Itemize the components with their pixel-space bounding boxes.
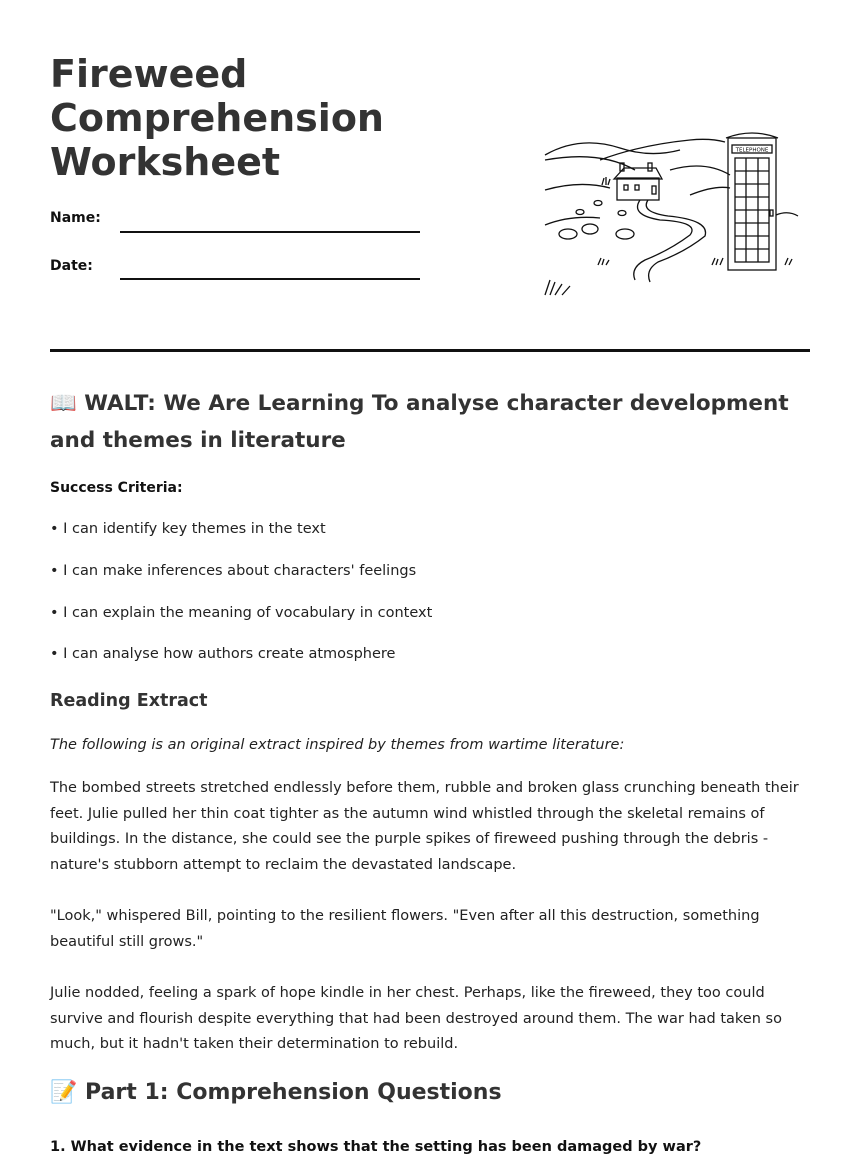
reading-extract-heading: Reading Extract bbox=[50, 691, 208, 711]
walt-heading: 📖 WALT: We Are Learning To analyse character development and themes in literature bbox=[50, 391, 789, 453]
success-criteria-item: • I can make inferences about characters' feelings bbox=[50, 563, 417, 579]
reading-paragraph: The bombed streets stretched endlessly before them, rubble and broken glass crunching beneath their feet. Julie pulled her thin coat tighter as the autumn wind whistled through the skeletal remains of buildings. In the distance, she could see the purple spikes of fireweed pushing through the debris - nature's stubborn attempt to reclaim the devastated landscape. bbox=[50, 780, 799, 874]
name-input-line[interactable] bbox=[120, 231, 420, 233]
worksheet-title: Fireweed Comprehension Worksheet bbox=[50, 52, 384, 184]
countryside-telephone-box-illustration bbox=[540, 130, 800, 310]
reading-extract-intro: The following is an original extract inspired by themes from wartime literature: bbox=[50, 737, 625, 753]
date-input-line[interactable] bbox=[120, 278, 420, 280]
reading-paragraph: Julie nodded, feeling a spark of hope kindle in her chest. Perhaps, like the fireweed, they too could survive and flourish despite everything that had been destroyed around them. The war had taken so much, but it hadn't taken their determination to rebuild. bbox=[50, 985, 782, 1053]
question-1: 1. What evidence in the text shows that the setting has been damaged by war? bbox=[50, 1139, 702, 1155]
date-label: Date: bbox=[50, 258, 93, 274]
reading-paragraph: "Look," whispered Bill, pointing to the resilient flowers. "Even after all this destruction, something beautiful still grows." bbox=[50, 908, 760, 950]
success-criteria-item: • I can explain the meaning of vocabulary in context bbox=[50, 605, 433, 621]
name-label: Name: bbox=[50, 210, 101, 226]
success-criteria-item: • I can analyse how authors create atmosphere bbox=[50, 646, 396, 662]
telephone-sign: TELEPHONE bbox=[735, 147, 769, 154]
header-divider bbox=[50, 349, 810, 352]
success-criteria-label: Success Criteria: bbox=[50, 480, 183, 496]
success-criteria-item: • I can identify key themes in the text bbox=[50, 521, 326, 537]
part1-heading: 📝 Part 1: Comprehension Questions bbox=[50, 1080, 502, 1105]
